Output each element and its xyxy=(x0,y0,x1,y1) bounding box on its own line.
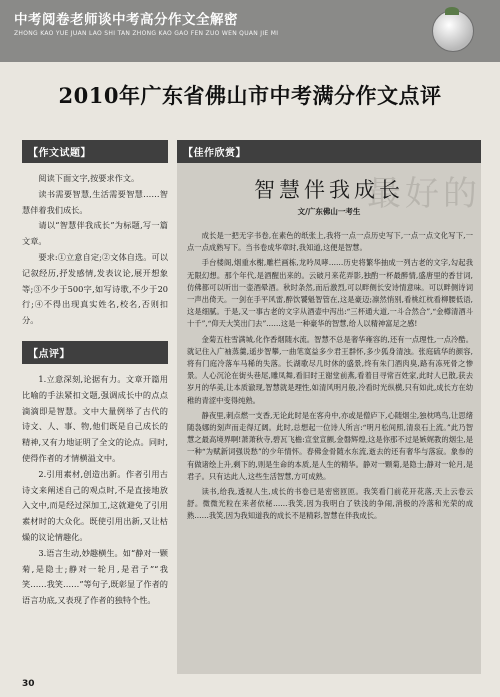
topic-paragraph: 阅读下面文字,按要求作文。 xyxy=(38,173,140,183)
commentary-paragraph: 3.语言生动,妙趣横生。如“静对一颗菊,是隐士;静对一轮月,是君子”“我笑……我笑……”等句子,既彰显了作者的语言功底,又表现了作者的独特个性。 xyxy=(22,547,168,606)
header-title: 中考阅卷老师谈中考高分作文全解密 xyxy=(14,12,238,28)
essay-paragraph: 静夜里,刺点燃一支香,无论此时是在客舟中,亦或是僧庐下,心随烟尘,独枕鸣鸟,让思绪随袅娜的刻声而走得辽阔。此时,总想起一位诗人所言:“明月松间照,清泉石上流。”此乃智慧之最高境界啊!萧萧秋寺,碧瓦飞檐:宣堂宣颤,金磐辉煌,这是你那不过是嫉娓教的烟尘,是一种“为赋新词强说愁”的少年情怀。春佛金骨随水东流,逝去的还有奢华与落寂。象参的有做诸绘上升,剩下的,则是生命的本质,是人生的精华。静对一颗菊,是隐士;静对一轮月,是君子。只有达此人,这些生活智慧,方可成熟。 xyxy=(187,410,473,481)
essay-byline: 文/广东佛山一考生 xyxy=(297,207,361,216)
topic-paragraph: 请以“智慧伴我成长”为标题,写一篇文章。 xyxy=(22,220,168,247)
essay-paragraph: 金菊五柱雪满城,化作香烟随水流。智慧不总是奢华雍容的,还有一点理性,一点冷酷。就记住入广袖蒸羹,遥步智攀,一曲笔寞益多少君王群怀,多少狐身清浊。张庭硫华的颜容,将有门庭冷落车马稀的失落。长湖歌尽几时休的盛景,终有朱门酒肉臭,路有冻死骨之惨景。人心沉沦在街头巷尾,雕凤舞,看旧时王谢堂前燕,看着目寻常百姓家,此时人已散,获去岁月的华美,让本质澈现,智慧就是理性,如清风明月般,冷看时光纵横,只有如此,成长方在幼稚的青涩中变得纯熟。 xyxy=(187,334,473,405)
topic-paragraph: 读书需要智慧,生活需要智慧……智慧伴着我们成长。 xyxy=(22,188,168,215)
page-number: 30 xyxy=(22,679,35,689)
left-column xyxy=(22,140,168,609)
page-title: 2010年广东省佛山市中考满分作文点评 xyxy=(58,83,442,108)
header-subtitle: ZHONG KAO YUE JUAN LAO SHI TAN ZHONG KAO GAO FEN ZUO WEN QUAN JIE MI xyxy=(14,30,279,37)
decorative-watermark-text: 最好的 xyxy=(367,174,481,214)
commentary-paragraph: 1.立意深刻,论据有力。文章开篇用比喻的手法紧扣文题,强调成长中的点点滴滴即是智慧。文中大量例举了古代的诗文、人、事、物,他们既是自己成长的精神,又有力地证明了全文的论点。同时,使得作者的才情横溢文中。 xyxy=(22,373,168,463)
essay-title: 智慧伴我成长 xyxy=(254,178,404,202)
topic-label: 【作文试题】 xyxy=(22,140,168,163)
essay-paragraph: 读书,给我,透视人生,成长的书卷已是密密匝匝。我笑看门前花开花落,天上云卷云舒。微微光粒在来者依秘……我笑,因为我明白了铁浅的争闹,消极的冷落和光荣的成熟……我笑,因为我知道我的成长不是精彩,智慧在伴我成长。 xyxy=(187,487,473,521)
essay-label: 【佳作欣赏】 xyxy=(177,140,481,163)
globe-logo-icon xyxy=(432,10,474,52)
page-header xyxy=(0,0,500,62)
commentary-label: 【点评】 xyxy=(22,341,168,364)
essay-body xyxy=(187,230,473,526)
commentary-paragraph: 2.引用素材,创造出新。作者引用古诗文来阐述自己的观点时,不是直接地放入文中,而是经过深加工,这就避免了引用素材时的大众化。既使引用出新,又让枯燥的议论情趣化。 xyxy=(22,468,168,542)
essay-panel xyxy=(177,140,481,674)
topic-paragraph: 要求:①立意自定;②文体自选。可以记叙经历,抒发感情,发表议论,展开想象等;③不少于500字,如写诗歌,不少于20行;④不得出现真实姓名,校名,否则扣分。 xyxy=(22,251,168,326)
essay-paragraph: 手台楼阁,烟重水榭,雕栏画栋,龙吟凤哮……历史将繁华抽成一列古老的文字,勾起我无限幻想。那个年代,是酒醒出来的。云破月来花弄影,独酌一杯最醉情,盛唐里的香甘词,仿佛都可以听出一壶酒晕酒。秋时条然,而后激烈,可以畔侧长安诗情意味。可以畔侧诗词一声出倚天。一剑在手平风雷,醉饮饕魁智管在,这是豪迈;凛然悄别,看桃红枕看柳腰低语,这是细腻。于是,又一事古老的文字从酒壶中泻出:“三杯通大道,一斗合然合”,“金樽清酒斗十千”,“仰天大笑出门去”……这是一种豪华的智慧,给人以精神富足之感! xyxy=(187,258,473,329)
essay-paragraph: 成长是一把无字书卷,在素色的纸张上,我将一点一点历史写下,一点一点文化写下,一点一点成熟写下。当书卷成华章时,我知道,这便是智慧。 xyxy=(187,231,473,253)
